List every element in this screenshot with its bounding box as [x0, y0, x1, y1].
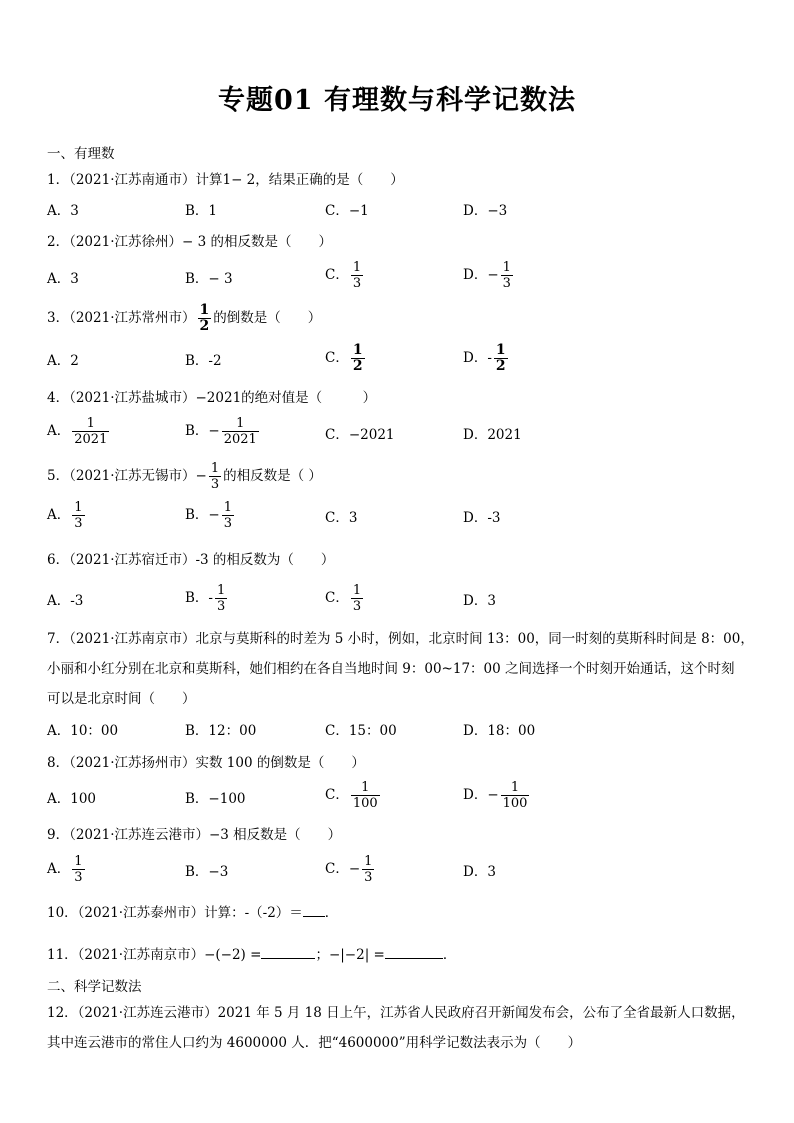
q9-option-c-label: C．− — [325, 861, 361, 877]
q3-option-c-label: C． — [325, 350, 349, 366]
question-9-stem: 9．（2021·江苏连云港市）−3 相反数是（ ） — [47, 827, 342, 843]
q4-option-d: D．2021 — [463, 427, 522, 443]
question-11-stem — [47, 946, 456, 964]
fraction-one-third: $\frac{1}{3}$ — [74, 500, 83, 531]
q8-option-d — [463, 780, 531, 811]
q1-option-b: B．1 — [185, 203, 218, 219]
q5-stem-post: 的相反数是（ ） — [223, 468, 322, 484]
q2-option-b: B．− 3 — [185, 271, 233, 287]
q2-option-c-label: C． — [325, 267, 349, 283]
q6-option-a: A．-3 — [47, 593, 84, 609]
q4-option-c: C．−2021 — [325, 427, 395, 443]
q3-stem-post: 的倒数是（ ） — [213, 310, 322, 326]
q2-option-c — [325, 260, 365, 291]
q3-option-d-label: D．- — [463, 350, 492, 366]
q4-option-b — [185, 416, 261, 447]
fraction-one-third: $\frac{1}{3}$ — [364, 854, 373, 885]
fraction-one-half: $\frac{1}{2}$ — [495, 342, 506, 374]
question-3-stem — [47, 303, 321, 334]
q8-option-c — [325, 780, 382, 811]
section-heading-scientific-notation: 二、科学记数法 — [47, 979, 142, 995]
q1-option-c: C．−1 — [325, 203, 369, 219]
q7-option-b: B．12：00 — [185, 723, 257, 739]
q7-option-a: A．10：00 — [47, 723, 119, 739]
question-4-stem: 4．（2021·江苏盐城市）−2021的绝对值是（ ） — [47, 390, 377, 406]
q11-separator: ； — [315, 947, 329, 963]
question-7-stem-line-2: 小丽和小红分别在北京和莫斯科，她们相约在各自当地时间 9：00~17：00 之间选择一个时刻开始通话，这个时刻 — [47, 661, 735, 677]
question-7-stem-line-1: 7．（2021·江苏南京市）北京与莫斯科的时差为 5 小时，例如，北京时间 13：00，同一时刻的莫斯科时间是 8：00， — [47, 631, 754, 647]
question-1-stem: 1．（2021·江苏南通市）计算1− 2，结果正确的是（ ） — [47, 172, 404, 188]
question-8-stem: 8．（2021·江苏扬州市）实数 100 的倒数是（ ） — [47, 755, 365, 771]
q9-option-d: D．3 — [463, 864, 496, 880]
q1-option-a: A．3 — [47, 203, 79, 219]
q8-option-a: A．100 — [47, 791, 97, 807]
q8-option-b: B．−100 — [185, 791, 246, 807]
answer-blank-1[interactable] — [261, 946, 315, 959]
q7-option-c: C．15：00 — [325, 723, 397, 739]
q5-option-c: C．3 — [325, 510, 358, 526]
q3-option-c — [325, 343, 367, 374]
q4-option-a-label: A． — [47, 423, 71, 439]
q2-option-d-label: D．− — [463, 267, 499, 283]
q3-stem-pre: 3．（2021·江苏常州市） — [47, 310, 196, 326]
question-12-stem-line-1: 12．（2021·江苏连云港市）2021 年 5 月 18 日上午，江苏省人民政府召开新闻发布会，公布了全省最新人口数据， — [47, 1005, 745, 1021]
fraction-one-third: $\frac{1}{3}$ — [352, 260, 362, 291]
q9-option-a-label: A． — [47, 861, 71, 877]
fraction-one-third: $\frac{1}{3}$ — [502, 260, 511, 291]
fraction-one-2021: $\frac{1}{2021}$ — [223, 416, 257, 447]
q11-expression-2: −|−2| = — [328, 947, 385, 963]
fraction-one-half: $\frac{1}{2}$ — [199, 302, 210, 334]
q10-stem-post: ． — [324, 905, 339, 921]
q6-option-b — [185, 583, 229, 614]
q5-option-a-label: A． — [47, 507, 71, 523]
fraction-one-third: $\frac{1}{3}$ — [216, 583, 226, 614]
fraction-one-third: $\frac{1}{3}$ — [352, 583, 362, 614]
q2-option-a: A．3 — [47, 271, 79, 287]
q6-option-b-label: B．- — [185, 590, 213, 606]
fraction-one-2021: $\frac{1}{2021}$ — [74, 416, 108, 447]
q5-option-d: D．-3 — [463, 510, 501, 526]
fraction-one-half: $\frac{1}{2}$ — [352, 342, 363, 374]
q9-option-a — [47, 854, 87, 885]
q11-stem-pre: 11．（2021·江苏南京市） — [47, 947, 205, 963]
q6-option-c-label: C． — [325, 590, 349, 606]
question-7-stem-line-3: 可以是北京时间（ ） — [47, 691, 196, 707]
q4-option-a — [47, 416, 111, 447]
q5-option-a — [47, 500, 87, 531]
section-heading-rational: 一、有理数 — [47, 146, 115, 162]
q4-option-b-label: B．− — [185, 423, 220, 439]
q10-stem-pre: 10．（2021·江苏泰州市）计算：-（-2）＝ — [47, 905, 303, 921]
answer-blank[interactable] — [303, 904, 325, 917]
question-6-stem: 6．（2021·江苏宿迁市）-3 的相反数为（ ） — [47, 552, 335, 568]
page-title: 专题01 有理数与科学记数法 — [218, 85, 576, 116]
q8-option-c-label: C． — [325, 787, 349, 803]
question-2-stem: 2．（2021·江苏徐州）− 3 的相反数是（ ） — [47, 234, 332, 250]
q9-option-c — [325, 854, 376, 885]
q5-stem-pre: 5．（2021·江苏无锡市）− — [47, 468, 207, 484]
q8-option-d-label: D．− — [463, 787, 499, 803]
q11-stem-post: ． — [442, 947, 457, 963]
question-5-stem — [47, 461, 322, 492]
q6-option-c — [325, 583, 365, 614]
q6-option-d: D．3 — [463, 593, 496, 609]
fraction-one-third: $\frac{1}{3}$ — [74, 854, 83, 885]
fraction-one-100: $\frac{1}{100}$ — [352, 780, 378, 811]
q7-option-d: D．18：00 — [463, 723, 536, 739]
q9-option-b: B．−3 — [185, 864, 229, 880]
q3-option-a: A．2 — [47, 353, 79, 369]
q1-option-d: D．−3 — [463, 203, 508, 219]
q11-expression-1: −(−2) = — [204, 947, 262, 963]
fraction-one-100: $\frac{1}{100}$ — [502, 780, 528, 811]
fraction-one-third: $\frac{1}{3}$ — [223, 500, 233, 531]
fraction-one-third: $\frac{1}{3}$ — [210, 461, 220, 492]
question-12-stem-line-2: 其中连云港市的常住人口约为 4600000 人．把“4600000”用科学记数法表示为（ ） — [47, 1035, 582, 1051]
q2-option-d — [463, 260, 515, 291]
answer-blank-2[interactable] — [385, 946, 443, 959]
q5-option-b-label: B．− — [185, 507, 220, 523]
q3-option-d — [463, 343, 510, 374]
q5-option-b — [185, 500, 236, 531]
q3-option-b: B．-2 — [185, 353, 222, 369]
question-10-stem — [47, 904, 338, 922]
